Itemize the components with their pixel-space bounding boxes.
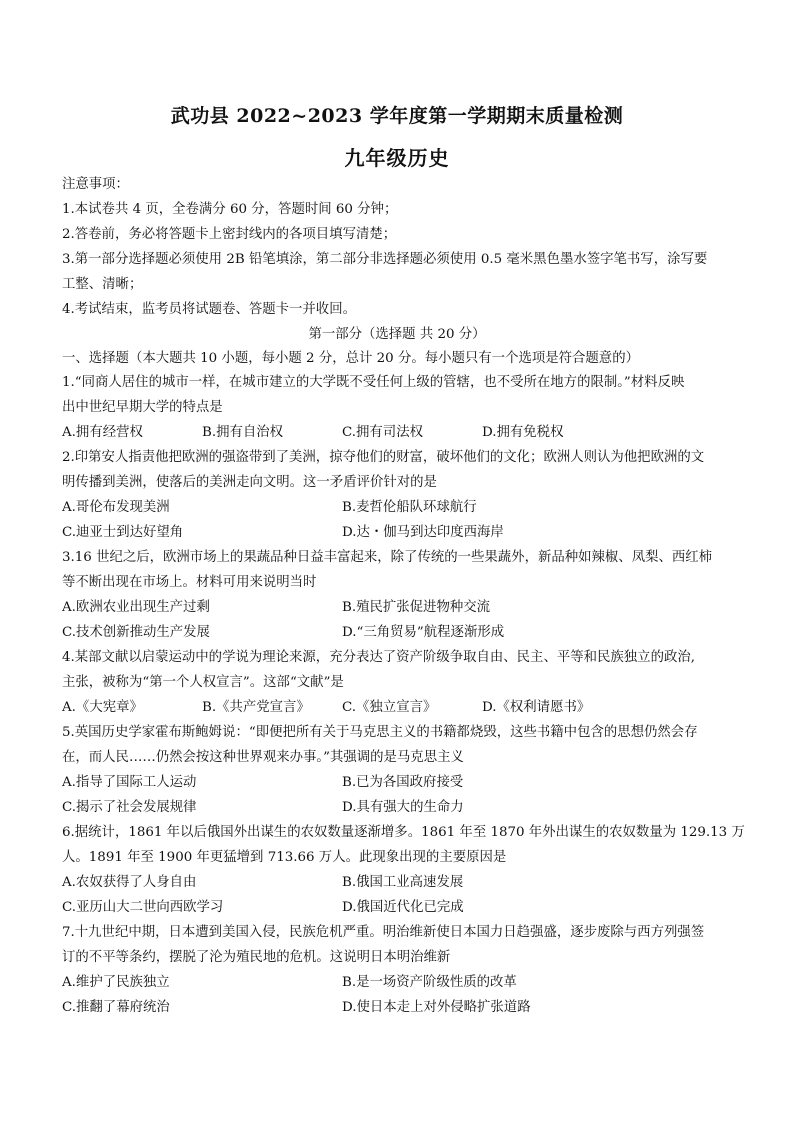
question-3-option-c: C.技术创新推动生产发展 xyxy=(62,625,210,640)
question-6-text: 人。1891 年至 1900 年更猛增到 713.66 万人。此现象出现的主要原因是 xyxy=(62,850,507,865)
question-2-option-b: B.麦哲伦船队环球航行 xyxy=(342,500,477,515)
part-heading: 第一部分（选择题 共 20 分） xyxy=(308,327,486,342)
question-6-option-b: B.俄国工业高速发展 xyxy=(342,875,464,890)
question-4-option-d: D.《权利请愿书》 xyxy=(482,700,591,715)
question-1-option-b: B.拥有自治权 xyxy=(202,425,284,440)
question-6-option-d: D.俄国近代化已完成 xyxy=(342,900,464,915)
question-3-text: 等不断出现在市场上。材料可用来说明当时 xyxy=(62,575,317,590)
question-1-option-c: C.拥有司法权 xyxy=(342,425,423,440)
question-7-option-a: A.维护了民族独立 xyxy=(62,975,170,990)
note-item: 1.本试卷共 4 页，全卷满分 60 分，答题时间 60 分钟； xyxy=(62,202,398,217)
question-7-text: 订的不平等条约，摆脱了沦为殖民地的危机。这说明日本明治维新 xyxy=(62,950,451,965)
exam-title: 武功县 2022~2023 学年度第一学期期末质量检测 xyxy=(170,105,624,127)
note-item: 3.第一部分选择题必须使用 2B 铅笔填涂，第二部分非选择题必须使用 0.5 毫米黑色墨水签字笔书写，涂写要 xyxy=(62,252,708,267)
question-6-option-a: A.农奴获得了人身自由 xyxy=(62,875,197,890)
question-1-option-a: A.拥有经营权 xyxy=(62,425,143,440)
question-7-option-c: C.推翻了幕府统治 xyxy=(62,1000,170,1015)
question-5-option-b: B.已为各国政府接受 xyxy=(342,775,464,790)
question-5-text: 在，而人民……仍然会按这种世界观来办事。”其强调的是马克思主义 xyxy=(62,750,464,765)
question-4-option-b: B.《共产党宣言》 xyxy=(202,700,310,715)
question-5-option-c: C.揭示了社会发展规律 xyxy=(62,800,197,815)
question-1-text: 1.“同商人居住的城市一样，在城市建立的大学既不受任何上级的管辖，也不受所在地方的限制。”材料反映 xyxy=(62,375,685,390)
question-3-option-a: A.欧洲农业出现生产过剩 xyxy=(62,600,210,615)
exam-subtitle: 九年级历史 xyxy=(344,146,450,170)
question-2-text: 2.印第安人指责他把欧洲的强盗带到了美洲，掠夺他们的财富，破坏他们的文化；欧洲人则认为他把欧洲的文 xyxy=(62,450,705,465)
question-5-option-a: A.指导了国际工人运动 xyxy=(62,775,197,790)
question-3-option-d: D.“三角贸易”航程逐渐形成 xyxy=(342,625,505,640)
question-2-option-c: C.迪亚士到达好望角 xyxy=(62,525,184,540)
question-3-text: 3.16 世纪之后，欧洲市场上的果蔬品种日益丰富起来，除了传统的一些果蔬外，新品种如辣椒、凤梨、西红柿 xyxy=(62,550,713,565)
question-7-text: 7.十九世纪中期，日本遭到美国入侵，民族危机严重。明治维新使日本国力日趋强盛，逐步废除与西方列强签 xyxy=(62,925,705,940)
question-7-option-b: B.是一场资产阶级性质的改革 xyxy=(342,975,517,990)
section-instruction: 一、选择题（本大题共 10 小题，每小题 2 分，总计 20 分。每小题只有一个选项是符合题意的） xyxy=(62,351,639,366)
note-item: 2.答卷前，务必将答题卡上密封线内的各项目填写清楚； xyxy=(62,227,397,242)
question-3-option-b: B.殖民扩张促进物种交流 xyxy=(342,600,491,615)
question-6-option-c: C.亚历山大二世向西欧学习 xyxy=(62,900,224,915)
question-1-option-d: D.拥有免税权 xyxy=(482,425,564,440)
notes-heading: 注意事项： xyxy=(62,177,129,192)
question-2-option-a: A.哥伦布发现美洲 xyxy=(62,500,170,515)
question-7-option-d: D.使日本走上对外侵略扩张道路 xyxy=(342,1000,531,1015)
note-item: 工整、清晰； xyxy=(62,277,143,292)
question-5-option-d: D.具有强大的生命力 xyxy=(342,800,464,815)
question-1-text: 出中世纪早期大学的特点是 xyxy=(62,400,223,415)
question-4-text: 4.某部文献以启蒙运动中的学说为理论来源，充分表达了资产阶级争取自由、民主、平等和民族独立的政治, xyxy=(62,650,695,665)
question-6-text: 6.据统计，1861 年以后俄国外出谋生的农奴数量逐渐增多。1861 年至 1870 年外出谋生的农奴数量为 129.13 万 xyxy=(62,825,745,840)
question-2-text: 明传播到美洲，使落后的美洲走向文明。这一矛盾评价针对的是 xyxy=(62,475,437,490)
question-4-option-a: A.《大宪章》 xyxy=(62,700,143,715)
question-5-text: 5.英国历史学家霍布斯鲍姆说：“即便把所有关于马克思主义的书籍都烧毁，这些书籍中包含的思想仍然会存 xyxy=(62,725,698,740)
note-item: 4.考试结束，监考员将试题卷、答题卡一并收回。 xyxy=(62,302,356,317)
question-4-option-c: C.《独立宣言》 xyxy=(342,700,437,715)
question-4-text: 主张，被称为“第一个人权宣言”。这部“文献”是 xyxy=(62,675,344,690)
question-2-option-d: D.达・伽马到达印度西海岸 xyxy=(342,525,504,540)
